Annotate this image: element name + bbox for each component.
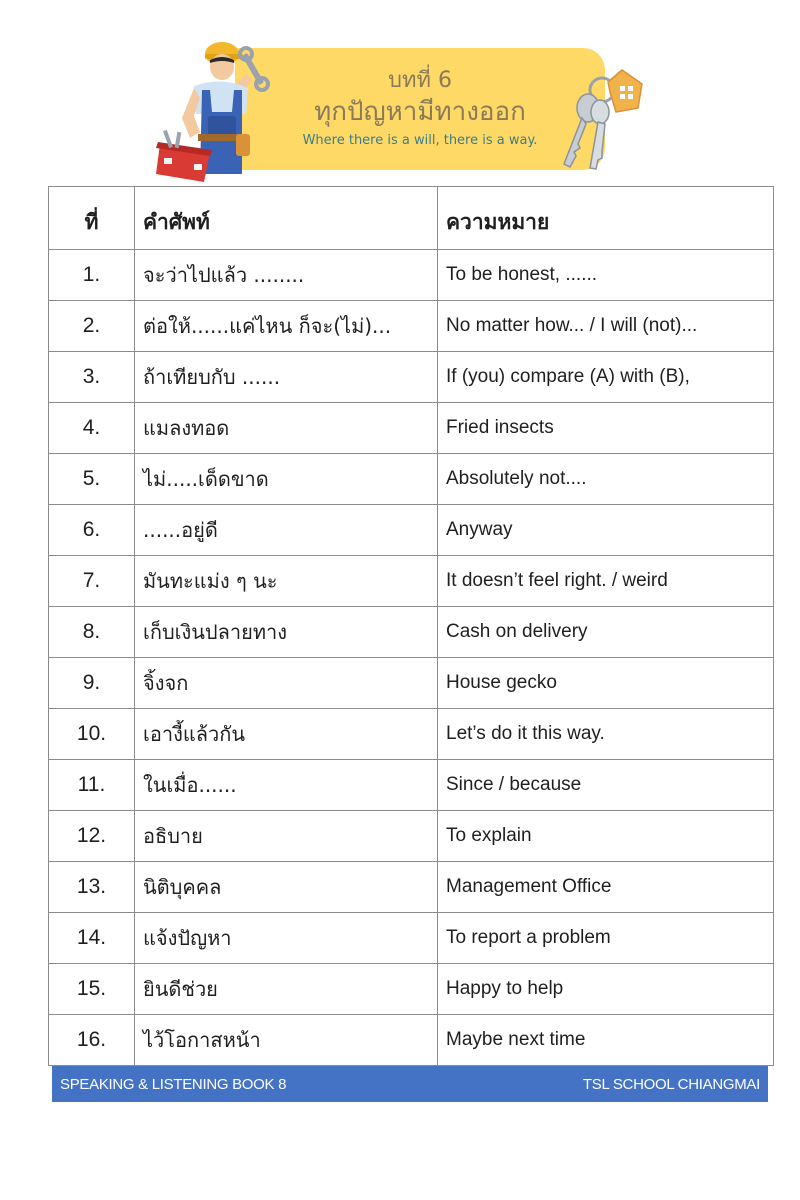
table-row <box>49 760 774 811</box>
row-thai-term: มันทะแม่ง ๆ นะ <box>135 556 438 607</box>
row-thai-term: แมลงทอด <box>135 403 438 454</box>
lesson-title: ทุกปัญหามีทางออก <box>314 97 526 127</box>
row-english-meaning: Anyway <box>438 505 774 556</box>
table-row <box>49 250 774 301</box>
table-header-row <box>49 187 774 250</box>
house-keys-icon <box>550 64 650 174</box>
row-english-meaning: It doesn’t feel right. / weird <box>438 556 774 607</box>
table-row <box>49 454 774 505</box>
row-thai-term: เก็บเงินปลายทาง <box>135 607 438 658</box>
table-row <box>49 964 774 1015</box>
row-english-meaning: Since / because <box>438 760 774 811</box>
row-english-meaning: If (you) compare (A) with (B), <box>438 352 774 403</box>
row-thai-term: ในเมื่อ...... <box>135 760 438 811</box>
table-row <box>49 607 774 658</box>
row-thai-term: แจ้งปัญหา <box>135 913 438 964</box>
row-thai-term: ......อยู่ดี <box>135 505 438 556</box>
row-english-meaning: Let’s do it this way. <box>438 709 774 760</box>
table-row <box>49 556 774 607</box>
row-number: 11. <box>49 760 135 811</box>
table-row <box>49 301 774 352</box>
row-thai-term: ยินดีช่วย <box>135 964 438 1015</box>
header-meaning: ความหมาย <box>438 187 774 250</box>
row-thai-term: จิ้งจก <box>135 658 438 709</box>
row-number: 15. <box>49 964 135 1015</box>
lesson-banner <box>150 34 650 184</box>
row-thai-term: ไม่.....เด็ดขาด <box>135 454 438 505</box>
row-english-meaning: Happy to help <box>438 964 774 1015</box>
row-number: 6. <box>49 505 135 556</box>
row-number: 10. <box>49 709 135 760</box>
footer-school-name: TSL SCHOOL CHIANGMAI <box>582 1075 760 1093</box>
table-row <box>49 352 774 403</box>
row-thai-term: จะว่าไปแล้ว ........ <box>135 250 438 301</box>
table-row <box>49 505 774 556</box>
row-english-meaning: Cash on delivery <box>438 607 774 658</box>
footer-book-title: SPEAKING & LISTENING BOOK 8 <box>60 1075 287 1093</box>
row-number: 16. <box>49 1015 135 1066</box>
row-english-meaning: Fried insects <box>438 403 774 454</box>
row-number: 13. <box>49 862 135 913</box>
table-row <box>49 862 774 913</box>
table-row <box>49 658 774 709</box>
row-number: 2. <box>49 301 135 352</box>
header-number: ที่ <box>49 187 135 250</box>
table-row <box>49 403 774 454</box>
row-thai-term: ไว้โอกาสหน้า <box>135 1015 438 1066</box>
row-english-meaning: Absolutely not.... <box>438 454 774 505</box>
page-footer <box>52 1066 768 1102</box>
row-number: 8. <box>49 607 135 658</box>
table-row <box>49 1015 774 1066</box>
lesson-number: บทที่ 6 <box>388 68 452 93</box>
row-number: 3. <box>49 352 135 403</box>
row-number: 12. <box>49 811 135 862</box>
vocabulary-table <box>48 186 774 1066</box>
row-english-meaning: Maybe next time <box>438 1015 774 1066</box>
row-number: 9. <box>49 658 135 709</box>
row-number: 5. <box>49 454 135 505</box>
row-english-meaning: To be honest, ...... <box>438 250 774 301</box>
row-thai-term: นิติบุคคล <box>135 862 438 913</box>
row-number: 4. <box>49 403 135 454</box>
row-thai-term: ต่อให้......แค่ไหน ก็จะ(ไม่)... <box>135 301 438 352</box>
row-thai-term: อธิบาย <box>135 811 438 862</box>
row-thai-term: เอางี้แล้วกัน <box>135 709 438 760</box>
row-number: 7. <box>49 556 135 607</box>
row-english-meaning: No matter how... / I will (not)... <box>438 301 774 352</box>
table-row <box>49 913 774 964</box>
row-english-meaning: House gecko <box>438 658 774 709</box>
table-row <box>49 709 774 760</box>
row-number: 14. <box>49 913 135 964</box>
row-english-meaning: To explain <box>438 811 774 862</box>
header-term: คำศัพท์ <box>135 187 438 250</box>
row-thai-term: ถ้าเทียบกับ ...... <box>135 352 438 403</box>
row-english-meaning: To report a problem <box>438 913 774 964</box>
row-number: 1. <box>49 250 135 301</box>
table-row <box>49 811 774 862</box>
row-english-meaning: Management Office <box>438 862 774 913</box>
lesson-subtitle: Where there is a will, there is a way. <box>302 133 538 148</box>
